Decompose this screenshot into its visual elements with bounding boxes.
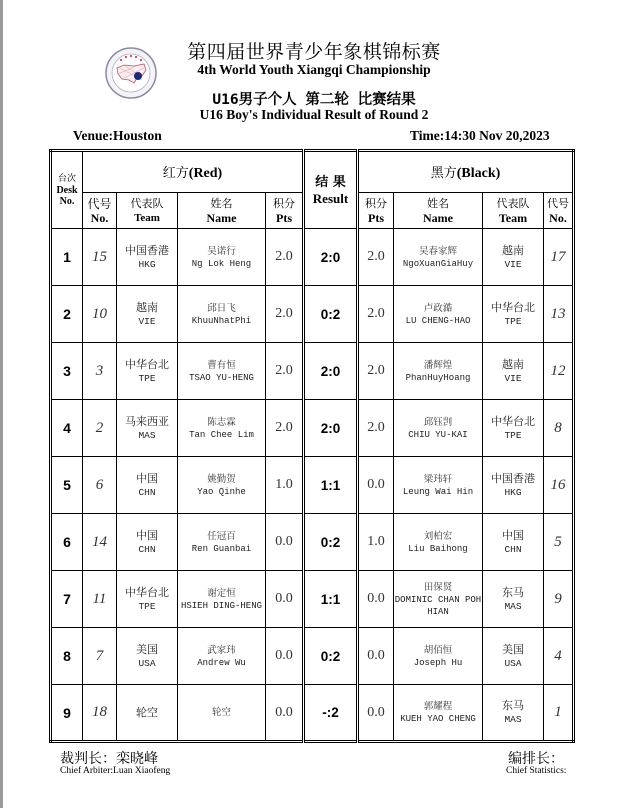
desk-number: 8 — [51, 628, 83, 685]
red-team-cn: 中国 — [136, 471, 158, 485]
desk-header: 台次 Desk No. — [51, 151, 83, 229]
red-team — [117, 400, 178, 457]
red-points: 2.0 — [266, 286, 304, 343]
red-player-no: 18 — [83, 685, 117, 742]
red-points: 2.0 — [266, 343, 304, 400]
table-row — [51, 628, 574, 685]
game-result: 2:0 — [304, 343, 358, 400]
black-team-cn: 东马 — [502, 699, 524, 712]
game-result: 2:0 — [304, 400, 358, 457]
chief-statistics-cn: 编排长： — [508, 751, 564, 767]
red-name-en: Andrew Wu — [197, 657, 246, 668]
red-name — [178, 400, 266, 457]
red-name-cn: 轮空 — [211, 707, 231, 718]
title-chinese: 第四届世界青少年象棋锦标赛 — [187, 41, 441, 63]
table-row — [51, 457, 574, 514]
red-name-cn: 谢定恒 — [207, 587, 236, 599]
black-player-no: 9 — [544, 571, 574, 628]
red-team-cn: 美国 — [136, 642, 158, 656]
black-team-code: TPE — [504, 315, 522, 327]
red-team-cn: 中国 — [136, 528, 158, 542]
red-points: 0.0 — [266, 628, 304, 685]
red-team-cn: 中国香港 — [125, 243, 169, 257]
red-team-code: CHN — [138, 486, 156, 498]
results-body — [51, 229, 574, 742]
results-table — [49, 149, 575, 743]
black-team-cn: 中华台北 — [491, 414, 535, 428]
red-name-en: Yao Qinhe — [197, 486, 246, 497]
red-player-no: 11 — [83, 571, 117, 628]
red-name — [178, 514, 266, 571]
red-team-code: TPE — [138, 372, 156, 384]
red-name-cn: 陈志霖 — [207, 416, 236, 428]
chief-arbiter-cn: 裁判长：栾晓峰 — [60, 751, 158, 767]
black-name-cn: 胡佰恒 — [423, 644, 453, 656]
red-team — [117, 685, 178, 742]
black-no-header: 代号 No. — [544, 193, 574, 229]
red-points: 1.0 — [266, 457, 304, 514]
chief-arbiter-en: Chief Arbiter:Luan Xiaofeng — [60, 766, 171, 776]
black-team-cn: 越南 — [502, 243, 524, 257]
table-row — [51, 571, 574, 628]
game-result: 0:2 — [304, 286, 358, 343]
black-name-en: KUEH YAO CHENG — [400, 714, 476, 724]
black-team-cn: 越南 — [502, 357, 524, 371]
black-player-no: 13 — [544, 286, 574, 343]
table-row — [51, 286, 574, 343]
black-name-en: CHIU YU-KAI — [408, 429, 468, 440]
black-name-cn: 邱钰剀 — [423, 416, 453, 428]
black-team — [483, 685, 544, 742]
black-player-no: 5 — [544, 514, 574, 571]
subtitle-english: U16 Boy's Individual Result of Round 2 — [199, 107, 429, 122]
table-row — [51, 400, 574, 457]
black-name-cn: 田保贤 — [423, 581, 453, 593]
black-name — [394, 571, 483, 628]
red-team — [117, 571, 178, 628]
red-name-en: Ng Lok Heng — [191, 258, 252, 269]
black-player-no: 17 — [544, 229, 574, 286]
game-result: 1:1 — [304, 457, 358, 514]
black-name-en: Liu Baihong — [408, 543, 468, 554]
black-player-no: 12 — [544, 343, 574, 400]
black-name-cn: 郭耀程 — [423, 701, 453, 712]
desk-number: 7 — [51, 571, 83, 628]
black-team — [483, 343, 544, 400]
red-name — [178, 571, 266, 628]
red-points: 0.0 — [266, 514, 304, 571]
table-row — [51, 229, 574, 286]
game-result: 2:0 — [304, 229, 358, 286]
red-name-en: TSAO YU-HENG — [189, 372, 254, 383]
black-name — [394, 343, 483, 400]
red-points: 2.0 — [266, 229, 304, 286]
red-name — [178, 628, 266, 685]
red-points: 2.0 — [266, 400, 304, 457]
red-team-cn: 中华台北 — [125, 357, 169, 371]
table-row — [51, 685, 574, 742]
red-team — [117, 229, 178, 286]
red-name-cn: 姚勤贺 — [207, 473, 236, 485]
red-name-header: 姓名 Name — [178, 193, 266, 229]
red-name-cn: 曹有恒 — [207, 359, 236, 371]
red-name-en: KhuuNhatPhi — [191, 315, 252, 326]
black-team-code: VIE — [504, 372, 522, 384]
red-name — [178, 286, 266, 343]
black-team — [483, 400, 544, 457]
desk-number: 3 — [51, 343, 83, 400]
game-result: 1:1 — [304, 571, 358, 628]
black-name — [394, 400, 483, 457]
red-points: 0.0 — [266, 571, 304, 628]
red-name — [178, 457, 266, 514]
red-team-code: MAS — [138, 429, 156, 441]
black-team-cn: 东马 — [502, 585, 524, 599]
red-player-no: 10 — [83, 286, 117, 343]
black-points: 2.0 — [358, 286, 394, 343]
red-team-code: USA — [138, 657, 156, 669]
red-team-code: VIE — [138, 315, 156, 327]
red-team-cn: 马来西亚 — [125, 414, 169, 428]
black-team-code: VIE — [504, 258, 522, 270]
red-player-no: 3 — [83, 343, 117, 400]
black-points: 2.0 — [358, 400, 394, 457]
black-side-header: 黑方(Black) — [358, 151, 574, 193]
black-team-code: CHN — [504, 543, 522, 555]
black-name — [394, 229, 483, 286]
black-points: 1.0 — [358, 514, 394, 571]
black-points: 0.0 — [358, 571, 394, 628]
black-name-en: Joseph Hu — [413, 657, 463, 668]
black-name — [394, 685, 483, 742]
red-team — [117, 286, 178, 343]
game-result: 0:2 — [304, 628, 358, 685]
black-team — [483, 457, 544, 514]
title-english: 4th World Youth Xiangqi Championship — [197, 62, 431, 77]
red-name-cn: 任冠百 — [207, 530, 236, 542]
desk-number: 2 — [51, 286, 83, 343]
black-name-cn: 梁玮轩 — [423, 473, 453, 485]
black-team — [483, 628, 544, 685]
black-name-cn: 吴春家辉 — [418, 245, 457, 257]
game-result: -:2 — [304, 685, 358, 742]
black-team — [483, 286, 544, 343]
black-player-no: 16 — [544, 457, 574, 514]
red-team-header: 代表队 Team — [117, 193, 178, 229]
black-team-code: MAS — [504, 600, 522, 612]
table-row — [51, 514, 574, 571]
black-team — [483, 229, 544, 286]
red-name-cn: 邱日飞 — [207, 302, 236, 314]
black-team-header: 代表队 Team — [483, 193, 544, 229]
black-team-code: MAS — [504, 714, 522, 725]
red-team — [117, 343, 178, 400]
black-name-en: PhanHuyHoang — [405, 372, 471, 383]
subtitle-chinese: U16男子个人 第二轮 比赛结果 — [212, 92, 416, 108]
red-team-cn: 越南 — [136, 300, 158, 314]
red-team — [117, 514, 178, 571]
desk-number: 5 — [51, 457, 83, 514]
red-player-no: 2 — [83, 400, 117, 457]
desk-number: 6 — [51, 514, 83, 571]
black-team-code: HKG — [504, 486, 522, 498]
red-name — [178, 229, 266, 286]
black-points: 2.0 — [358, 229, 394, 286]
result-header: 结 果 Result — [304, 151, 358, 229]
black-team-code: USA — [504, 657, 522, 669]
black-points: 2.0 — [358, 343, 394, 400]
red-player-no: 15 — [83, 229, 117, 286]
red-name — [178, 343, 266, 400]
desk-number: 9 — [51, 685, 83, 742]
black-points: 0.0 — [358, 685, 394, 742]
red-team-code: CHN — [138, 543, 156, 555]
black-pts-header: 积分 Pts — [358, 193, 394, 229]
black-name — [394, 628, 483, 685]
black-team-cn: 美国 — [502, 642, 524, 656]
black-name — [394, 457, 483, 514]
black-team-code: TPE — [504, 429, 522, 441]
desk-number: 4 — [51, 400, 83, 457]
black-team-cn: 中国 — [502, 528, 524, 542]
red-team — [117, 457, 178, 514]
black-name-cn: 刘柏宏 — [423, 530, 453, 542]
red-team-cn: 中华台北 — [125, 585, 169, 599]
black-player-no: 8 — [544, 400, 574, 457]
black-name — [394, 286, 483, 343]
black-team-cn: 中国香港 — [491, 471, 535, 485]
red-team-code: HKG — [138, 258, 156, 270]
red-name-cn: 武家玮 — [207, 644, 236, 656]
black-name-en: DOMINIC CHAN POH HIAN — [394, 594, 482, 617]
red-no-header: 代号 No. — [83, 193, 117, 229]
red-player-no: 7 — [83, 628, 117, 685]
red-name — [178, 685, 266, 742]
red-name-en: HSIEH DING-HENG — [180, 600, 262, 611]
black-name-header: 姓名 Name — [394, 193, 483, 229]
chief-statistics-en: Chief Statistics: — [506, 766, 567, 776]
black-name-cn: 潘辉煌 — [423, 359, 453, 371]
black-points: 0.0 — [358, 457, 394, 514]
black-player-no: 4 — [544, 628, 574, 685]
black-name-en: LU CHENG-HAO — [405, 315, 471, 326]
black-player-no: 1 — [544, 685, 574, 742]
black-team — [483, 571, 544, 628]
table-row — [51, 343, 574, 400]
game-result: 0:2 — [304, 514, 358, 571]
black-name — [394, 514, 483, 571]
red-player-no: 14 — [83, 514, 117, 571]
black-name-cn: 卢政澔 — [423, 302, 453, 314]
black-team-cn: 中华台北 — [491, 300, 535, 314]
time-label: Time:14:30 Nov 20,2023 — [410, 128, 550, 143]
red-team-code: TPE — [138, 600, 156, 612]
red-points: 0.0 — [266, 685, 304, 742]
red-team-cn: 轮空 — [136, 705, 158, 719]
black-team — [483, 514, 544, 571]
desk-number: 1 — [51, 229, 83, 286]
red-team — [117, 628, 178, 685]
red-pts-header: 积分 Pts — [266, 193, 304, 229]
red-side-header: 红方(Red) — [83, 151, 304, 193]
header-row-top — [51, 151, 574, 193]
venue-label: Venue:Houston — [73, 128, 162, 143]
black-points: 0.0 — [358, 628, 394, 685]
black-name-en: NgoXuanGiaHuy — [402, 258, 474, 269]
black-name-en: Leung Wai Hin — [402, 486, 474, 497]
red-name-cn: 吴诺行 — [207, 245, 236, 257]
red-player-no: 6 — [83, 457, 117, 514]
red-name-en: Ren Guanbai — [191, 543, 252, 554]
red-name-en: Tan Chee Lim — [189, 429, 254, 440]
